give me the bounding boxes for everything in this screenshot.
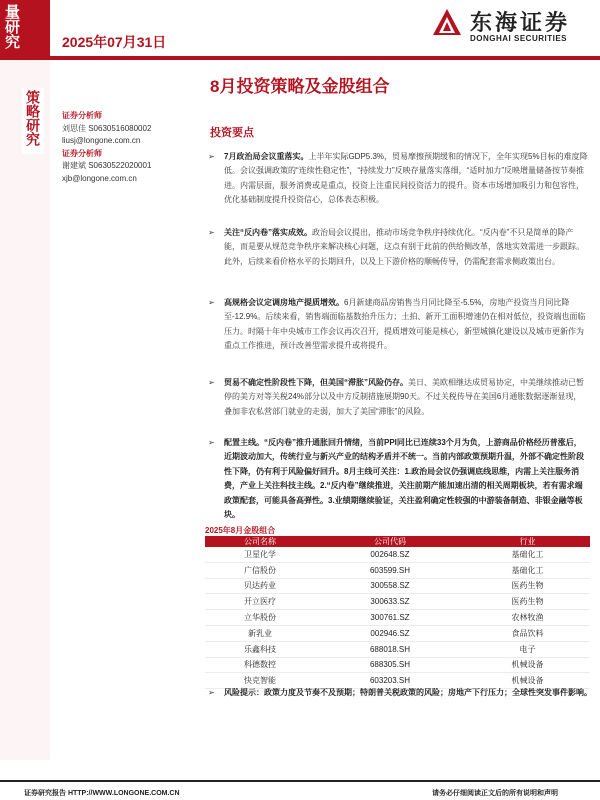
table-row: [205, 594, 590, 610]
analyst-name: 刘思佳 S0630516080002: [62, 123, 152, 133]
industry: 机械设备: [465, 673, 590, 689]
bullet-arrow-icon: ➢: [208, 378, 215, 387]
company-code: 300558.SZ: [315, 578, 465, 594]
analyst-email[interactable]: xjb@longone.com.cn: [62, 173, 137, 183]
company-name: 立华股份: [205, 610, 315, 626]
company-code: 300761.SZ: [315, 610, 465, 626]
company-code: 688018.SH: [315, 641, 465, 657]
table-row: [205, 610, 590, 626]
table-row: [205, 547, 590, 562]
industry: 食品饮料: [465, 625, 590, 641]
bullet-arrow-icon: ➢: [208, 438, 215, 447]
table-row: [205, 578, 590, 594]
analyst-name: 谢建斌 S0630522020001: [62, 161, 152, 170]
company-code: 002946.SZ: [315, 625, 465, 641]
logo-name-en: DONGHAI SECURITIES: [470, 34, 568, 43]
table-row: [205, 625, 590, 641]
industry: 电子: [465, 641, 590, 657]
industry: 基础化工: [465, 562, 590, 578]
table-header-row: [205, 536, 590, 547]
analyst-role: 证券分析师: [62, 148, 102, 158]
stock-table: [205, 536, 590, 689]
report-title: 8月投资策略及金股组合: [210, 77, 390, 96]
table-title: 2025年8月金股组合: [205, 526, 276, 535]
report-date: 2025年07月31日: [62, 34, 167, 50]
report-type-tab: 量研究: [0, 0, 50, 56]
key-point: ➢ 7月政治局会议重落实。上半年实际GDP5.3%，贸易摩擦预期缓和的情况下，全年实现5%目标的难度降低。会议强调政策的“连续性稳定性”，“持续发力”反映存量落实落细，“适时加力”反映增量储备按节奏推进。内需层面，服务消费或是重点，投资上注重民间投资活力的提升。资本市场增加吸引力和包容性，优化基础制度提升投资信心，总体表态积极。: [208, 152, 588, 205]
footer-rule: [0, 780, 600, 782]
company-logo: [430, 4, 590, 54]
company-name: 科德数控: [205, 657, 315, 673]
industry: 机械设备: [465, 657, 590, 673]
company-name: 广信股份: [205, 562, 315, 578]
bullet-arrow-icon: ➢: [208, 688, 215, 697]
key-point: ➢ 高规格会议定调房地产提质增效。6月新建商品房销售当月同比降至-5.5%，房地产投资当月同比降至-12.9%。后续来看，销售端面临基数抬升压力；土拍、新开工面积增速仍在相对低位，投资端也面临压力。时隔十年中央城市工作会议再次召开，提质增效可能是核心，新型城镇化建设以及城市更新作为重点工作推进，预计改善型需求提升或将提升。: [208, 298, 586, 351]
company-code: 002648.SZ: [315, 547, 465, 562]
industry: 基础化工: [465, 547, 590, 562]
key-point: ➢ 配置主线。“反内卷”推升通胀回升情绪，当前PPI同比已连续33个月为负，上游商品价格经历普涨后，近期波动加大，传统行业与新兴产业的结构矛盾并不统一。当前内部政策预期升温，外部不确定性阶段性下降，仍有利于风险偏好回升。8月主线可关注：1.政治局会议仍强调底线思维，内需上关注服务消费，产业上关注科技主线。2.“反内卷”继续推进，关注前期产能加速出清的相关周期板块，若有需求端政策配套，可能具备高弹性。3.业绩期继续验证，关注盈利确定性较强的中游装备制造、非银金融等板块。: [208, 438, 584, 520]
company-name: 卫星化学: [205, 547, 315, 562]
company-name: 开立医疗: [205, 594, 315, 610]
key-point: ➢ 关注“反内卷”落实成效。政治局会议提出，推动市场竞争秩序持续优化。“反内卷”不只是简单的降产能，而是要从规范竞争秩序来解决核心问题，这点有别于此前的供给侧改革，落地实效需进一步跟踪。此外，后续来看价格水平的长期回升，以及上下游价格的顺畅传导，仍需配套需求侧政策出台。: [208, 228, 584, 266]
industry: 医药生物: [465, 594, 590, 610]
company-code: 603599.SH: [315, 562, 465, 578]
industry: 农林牧渔: [465, 610, 590, 626]
company-name: 新乳业: [205, 625, 315, 641]
footer-disclaimer: 请务必仔细阅读正文后的所有说明和声明: [432, 790, 558, 797]
analyst-block: [62, 110, 202, 185]
key-points: [204, 150, 588, 524]
company-code: 300633.SZ: [315, 594, 465, 610]
section-title: 投资要点: [210, 127, 254, 139]
key-point: ➢ 贸易不确定性阶段性下降，但美国“滞胀”风险仍存。美日、美欧相继达成贸易协定，中美继续推动已暂停的美方对等关税24%部分以及中方反制措施展期90天。不过关税传导在美国6月通胀数据逐渐显现，叠加非农私营部门就业的走弱，加大了美国“滞胀”的风险。: [208, 378, 584, 416]
table-row: [205, 641, 590, 657]
company-name: 快克智能: [205, 673, 315, 689]
company-name: 贝达药业: [205, 578, 315, 594]
industry: 医药生物: [465, 578, 590, 594]
bullet-arrow-icon: ➢: [208, 298, 215, 307]
header-rule: [0, 56, 600, 60]
category-tab: 策略研究: [22, 88, 44, 154]
bullet-arrow-icon: ➢: [208, 228, 215, 237]
logo-name-cn: 东海证券: [470, 10, 571, 35]
company-code: 688305.SH: [315, 657, 465, 673]
company-code: 603203.SH: [315, 673, 465, 689]
table-row: [205, 562, 590, 578]
footer-website[interactable]: 证券研究报告 HTTP://WWW.LONGONE.COM.CN: [24, 790, 180, 797]
company-name: 乐鑫科技: [205, 641, 315, 657]
analyst-email[interactable]: liusj@longone.com.cn: [62, 136, 141, 145]
risk-warning: ➢ 风险提示：政策力度及节奏不及预期；特朗普关税政策的风险；房地产下行压力；全球性突发事件影响。: [204, 686, 600, 700]
table-row: [205, 657, 590, 673]
column-header: 行业: [465, 536, 590, 547]
bullet-arrow-icon: ➢: [208, 152, 215, 161]
analyst-role: 证券分析师: [62, 111, 102, 120]
column-header: 公司代码: [315, 536, 465, 547]
column-header: 公司名称: [205, 536, 315, 547]
logo-mark-icon: [430, 6, 464, 38]
left-band: [0, 60, 50, 760]
